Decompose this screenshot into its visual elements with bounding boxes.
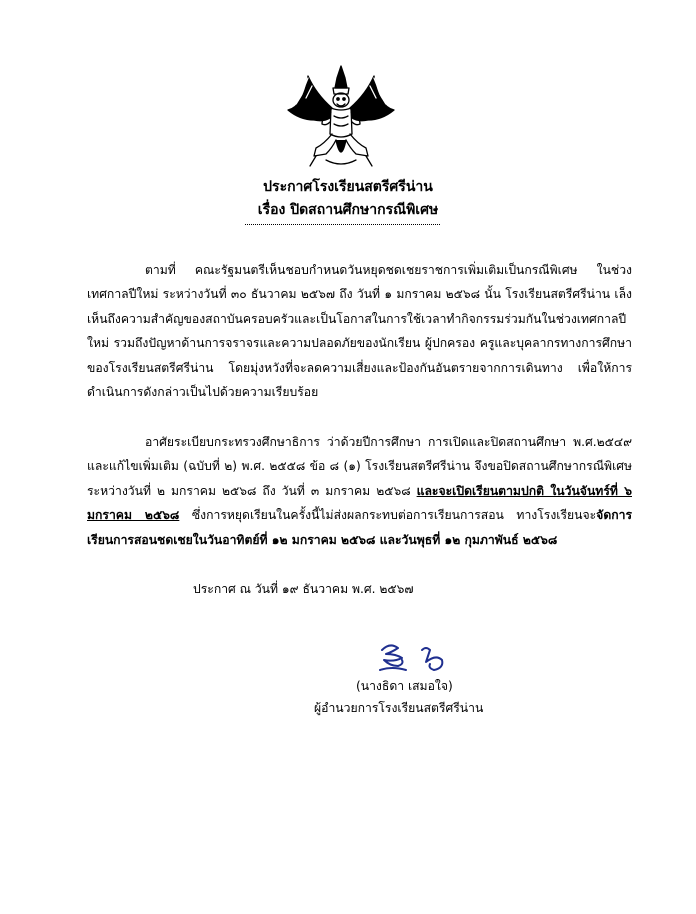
garuda-emblem-icon: [286, 64, 396, 170]
paragraph-background-text: ตามที่ คณะรัฐมนตรีเห็นชอบกำหนดวันหยุดชดเชยราชการเพิ่มเติมเป็นกรณีพิเศษ ในช่วงเทศกาลปีใหม่ ระหว่างวันที่ ๓๐ ธันวาคม ๒๕๖๗ ถึง วันที่ ๑ มกราคม ๒๕๖๘ นั้น โรงเรียนสตรีศรีน่าน เล็งเห็นถึงความสำคัญของสถาบันครอบครัวและเป็นโอกาสในการใช้เวลาทำกิจกรรมร่วมกันในช่วงเทศกาลปีใหม่ รวมถึงปัญหาด้านการจราจรและความปลอดภัยของนักเรียน ผู้ปกครอง ครูและบุคลากรทางการศึกษาของโรงเรียนสตรีศรีน่าน โดยมุ่งหวังที่จะลดความเสี่ยงและป้องกันอันตรายจากการเดินทาง เพื่อให้การดำเนินการดังกล่าวเป็นไปด้วยความเรียบร้อย: [87, 263, 632, 400]
announcement-subject: เรื่อง ปิดสถานศึกษากรณีพิเศษ: [257, 202, 439, 218]
makeup-schedule: จัดการเรียนการสอนชดเชยในวันอาทิตย์ที่ ๑๒ มกราคม ๒๕๖๘ และวันพุธที่ ๑๒ กุมภาพันธ์ ๒๕๖๘: [87, 508, 632, 547]
paragraph-background: [87, 258, 632, 404]
reopen-notice: และจะเปิดเรียนตามปกติ ในวันจันทร์ที่ ๖ มกราคม ๒๕๖๘: [87, 483, 632, 523]
handwritten-signature-icon: [376, 640, 452, 674]
announcement-title: ประกาศโรงเรียนสตรีศรีน่าน: [263, 179, 433, 195]
announcement-date: ประกาศ ณ วันที่ ๑๙ ธันวาคม พ.ศ. ๒๕๖๗: [193, 582, 414, 596]
signer-name: (นางธิดา เสมอใจ): [356, 679, 453, 693]
signer-position: ผู้อำนวยการโรงเรียนสตรีศรีน่าน: [314, 701, 484, 715]
paragraph-closure-text: อาศัยระเบียบกระทรวงศึกษาธิการ ว่าด้วยปีการศึกษา การเปิดและปิดสถานศึกษา พ.ศ.๒๕๔๙ และแก้ไขเพิ่มเติม (ฉบับที่ ๒) พ.ศ. ๒๕๕๘ ข้อ ๘ (๑) โรงเรียนสตรีศรีน่าน จึงขอปิดสถานศึกษากรณีพิเศษ ระหว่างวันที่ ๒ มกราคม ๒๕๖๘ ถึง วันที่ ๓ มกราคม ๒๕๖๘: [87, 435, 632, 498]
paragraph-closure: [87, 430, 632, 552]
paragraph-closure-continuation: ซึ่งการหยุดเรียนในครั้งนี้ไม่ส่งผลกระทบต่อการเรียนการสอน ทางโรงเรียนจะ: [179, 508, 597, 523]
divider: [245, 224, 440, 225]
